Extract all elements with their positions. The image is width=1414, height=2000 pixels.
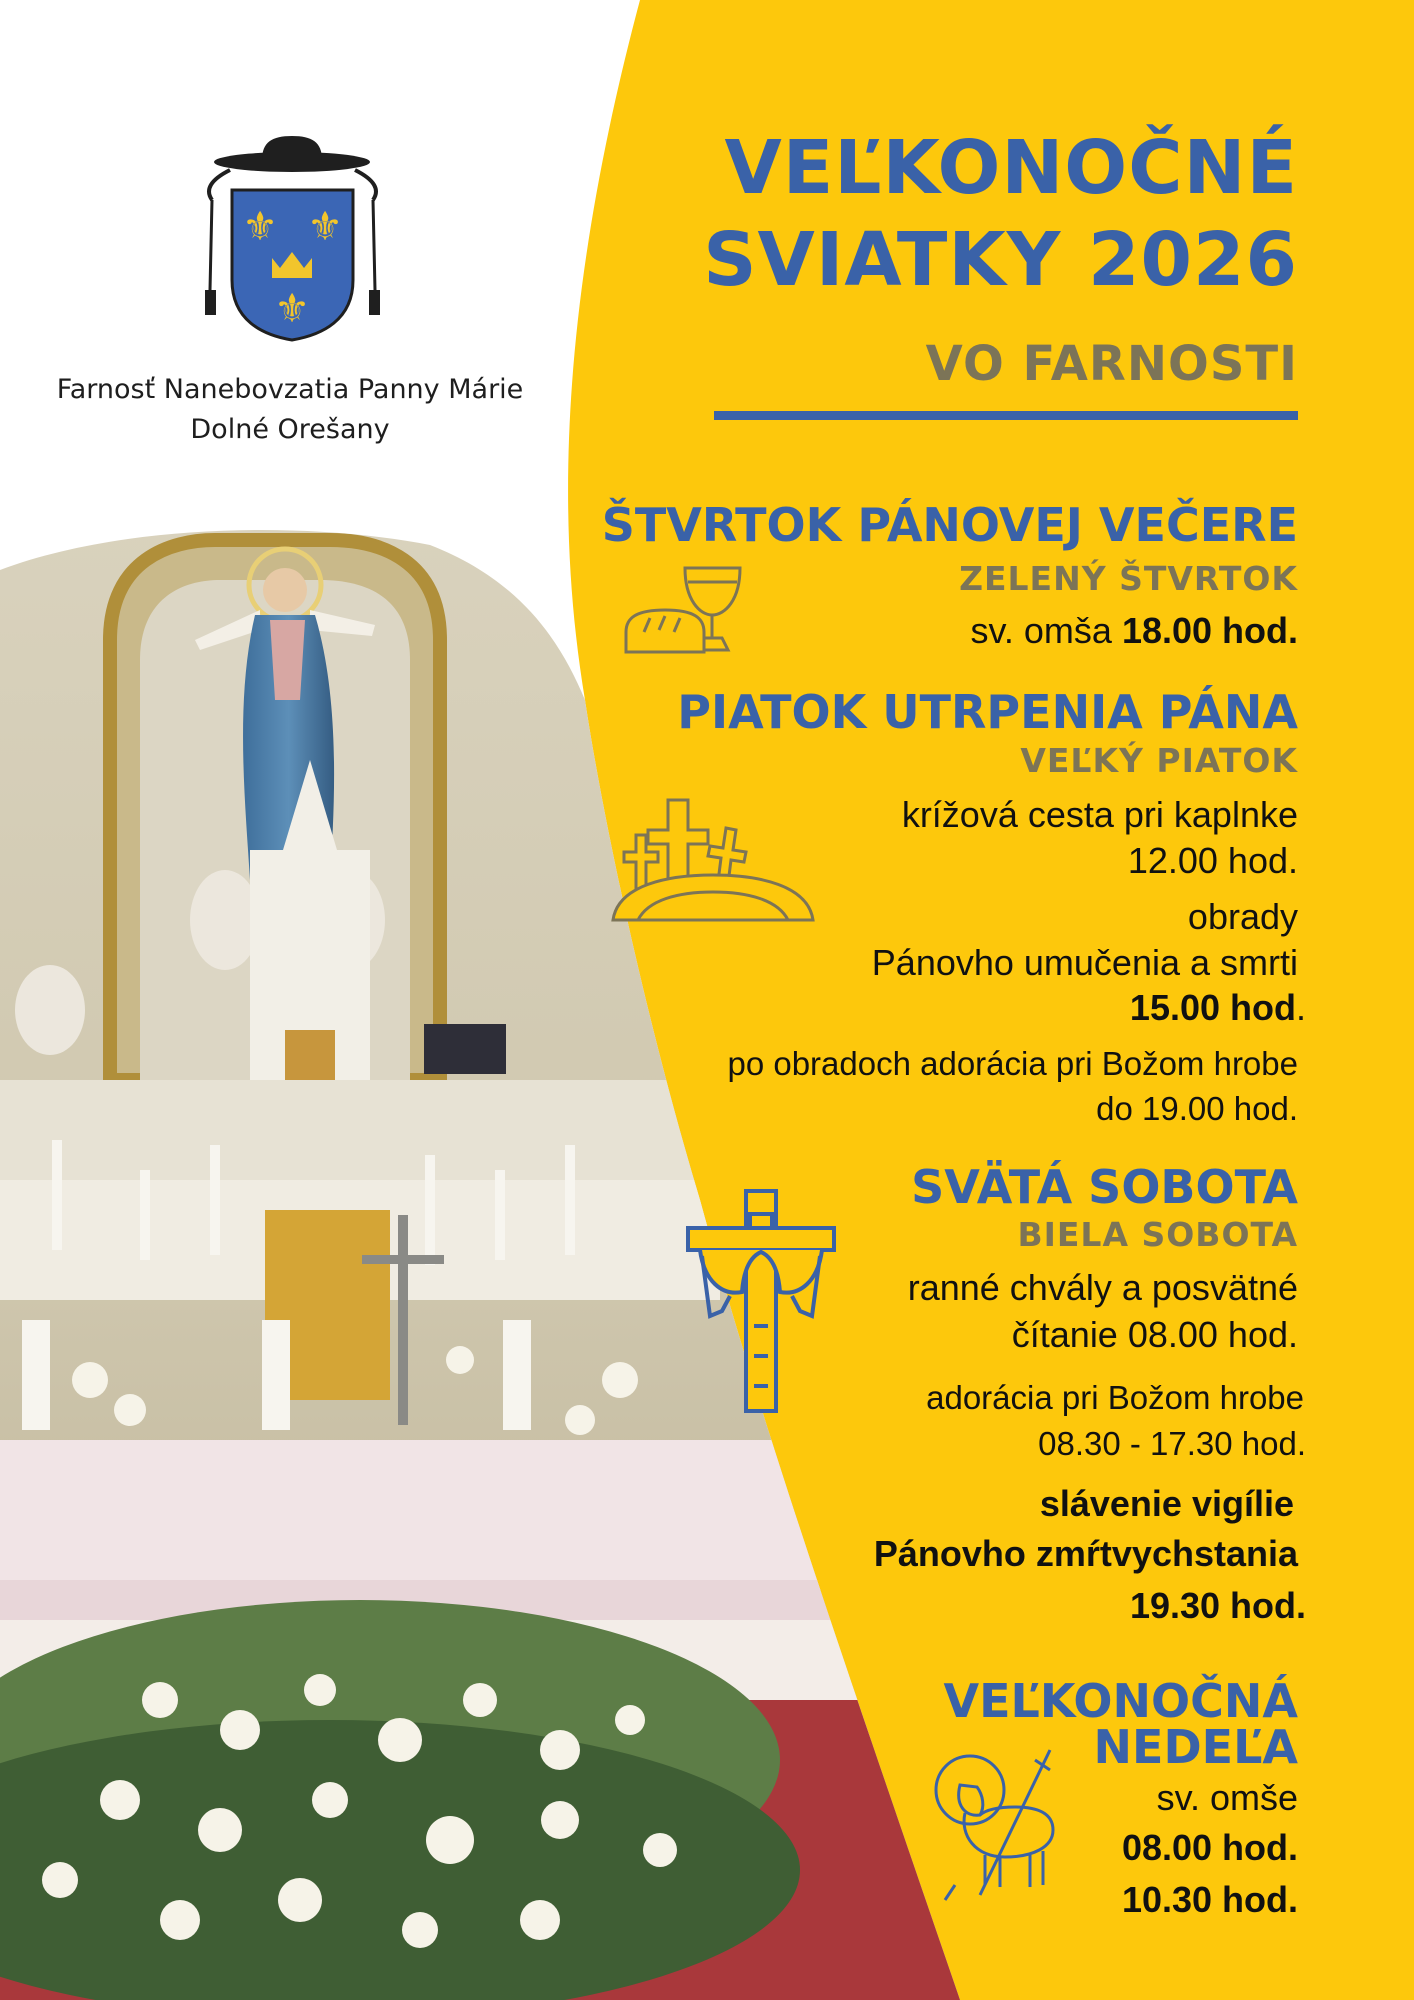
friday-line3: obrady	[1187, 896, 1298, 937]
title-line1: VEĽKONOČNÉ	[724, 125, 1298, 211]
thursday-mass	[971, 608, 1298, 654]
friday-line1: krížová cesta pri kaplnke	[901, 794, 1298, 835]
sunday-title-line1: VEĽKONOČNÁ	[943, 1674, 1298, 1728]
svg-text:⚜: ⚜	[274, 286, 310, 332]
sunday-line1: sv. omše	[1156, 1777, 1298, 1818]
friday-line5-dot: .	[1295, 987, 1306, 1028]
parish-name-line2: Dolné Orešany	[190, 414, 390, 445]
saturday-line1: ranné chvály a posvätné	[907, 1267, 1298, 1308]
friday-line5-time: 15.00 hod	[1129, 987, 1296, 1028]
thursday-mass-label: sv. omša	[970, 610, 1112, 651]
parish-name-line1: Farnosť Nanebovzatia Panny Márie	[56, 374, 524, 405]
thursday-mass-time: 18.00 hod.	[1121, 610, 1298, 651]
sunday-title-line2: NEDEĽA	[1093, 1720, 1298, 1774]
saturday-line7: 19.30 hod.	[1129, 1585, 1306, 1626]
friday-line6: po obradoch adorácia pri Božom hrobe	[727, 1045, 1298, 1082]
page-title	[703, 122, 1298, 306]
svg-text:⚜: ⚜	[242, 204, 278, 250]
chalice-bread-icon	[620, 560, 750, 660]
title-line2: SVIATKY 2026	[703, 217, 1298, 303]
title-underline	[714, 411, 1298, 420]
saturday-line2: čítanie 08.00 hod.	[1011, 1314, 1298, 1355]
draped-cross-icon	[682, 1186, 840, 1416]
thursday-subtitle: ZELENÝ ŠTVRTOK	[959, 559, 1298, 598]
sunday-line2: 08.00 hod.	[1121, 1827, 1298, 1868]
friday-subtitle: VEĽKÝ PIATOK	[1020, 741, 1298, 780]
friday-line7: do 19.00 hod.	[1096, 1090, 1298, 1127]
saturday-line5: slávenie vigílie	[1039, 1483, 1294, 1524]
three-crosses-icon	[608, 790, 818, 935]
thursday-title: ŠTVRTOK PÁNOVEJ VEČERE	[601, 498, 1298, 552]
sunday-line3: 10.30 hod.	[1121, 1879, 1298, 1920]
parish-name	[40, 370, 540, 450]
saturday-line4: 08.30 - 17.30 hod.	[1038, 1425, 1306, 1462]
friday-line5	[1130, 985, 1306, 1031]
friday-line4: Pánovho umučenia a smrti	[871, 942, 1298, 983]
saturday-title: SVÄTÁ SOBOTA	[911, 1160, 1298, 1214]
lamb-icon	[925, 1745, 1075, 1905]
saturday-subtitle: BIELA SOBOTA	[1017, 1215, 1298, 1254]
saturday-line6: Pánovho zmŕtvychstania	[873, 1533, 1298, 1574]
friday-title: PIATOK UTRPENIA PÁNA	[677, 685, 1298, 739]
svg-text:⚜: ⚜	[307, 204, 343, 250]
coat-of-arms-icon	[200, 130, 385, 345]
page-subtitle: VO FARNOSTI	[925, 336, 1298, 392]
saturday-line3: adorácia pri Božom hrobe	[926, 1379, 1304, 1416]
friday-line2: 12.00 hod.	[1127, 840, 1298, 881]
